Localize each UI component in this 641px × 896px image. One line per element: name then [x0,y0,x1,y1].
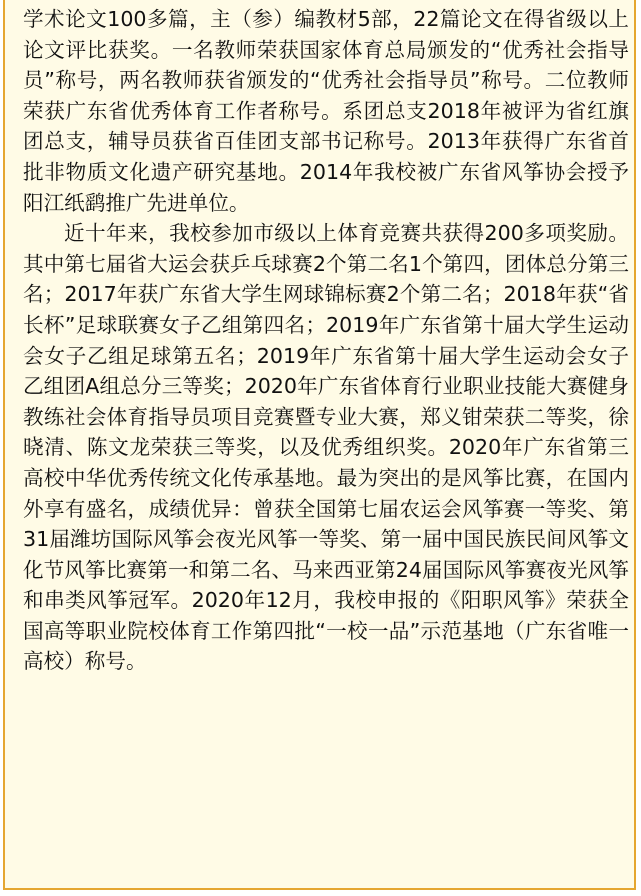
paragraph-achievements: 学术论文100多篇，主（参）编教材5部，22篇论文在得省级以上论文评比获奖。一名教师荣获国家体育总局颁发的“优秀社会指导员”称号，两名教师获省颁发的“优秀社会指导员”称号。二位教师荣获广东省优秀体育工作者称号。系团总支2018年被评为省红旗团总支，辅导员获省百佳团支部书记称号。2013年获得广东省首批非物质文化遗产研究基地。2014年我校被广东省风筝协会授予阳江纸鹞推广先进单位。 [23,7,629,215]
document-body [23,4,629,677]
paragraph-competitions: 近十年来，我校参加市级以上体育竞赛共获得200多项奖励。其中第七届省大运会获乒乓球赛2个第二名1个第四，团体总分第三名；2017年获广东省大学生网球锦标赛2个第二名；2018年获“省长杯”足球联赛女子乙组第四名；2019年广东省第十届大学生运动会女子乙组足球第五名；2019年广东省第十届大学生运动会女子乙组团A组总分三等奖；2020年广东省体育行业职业技能大赛健身教练社会体育指导员项目竞赛暨专业大赛，郑义钳荣获二等奖，徐晓清、陈文龙荣获三等奖，以及优秀组织奖。2020年广东省第三高校中华优秀传统文化传承基地。最为突出的是风筝比赛，在国内外享有盛名，成绩优异：曾获全国第七届农运会风筝赛一等奖、第31届潍坊国际风筝会夜光风筝一等奖、第一届中国民族民间风筝文化节风筝比赛第一和第二名、马来西亚第24届国际风筝赛夜光风筝和串类风筝冠军。2020年12月，我校申报的《阳职风筝》荣获全国高等职业院校体育工作第四批“一校一品”示范基地（广东省唯一高校）称号。 [23,221,629,674]
document-frame [3,0,636,890]
